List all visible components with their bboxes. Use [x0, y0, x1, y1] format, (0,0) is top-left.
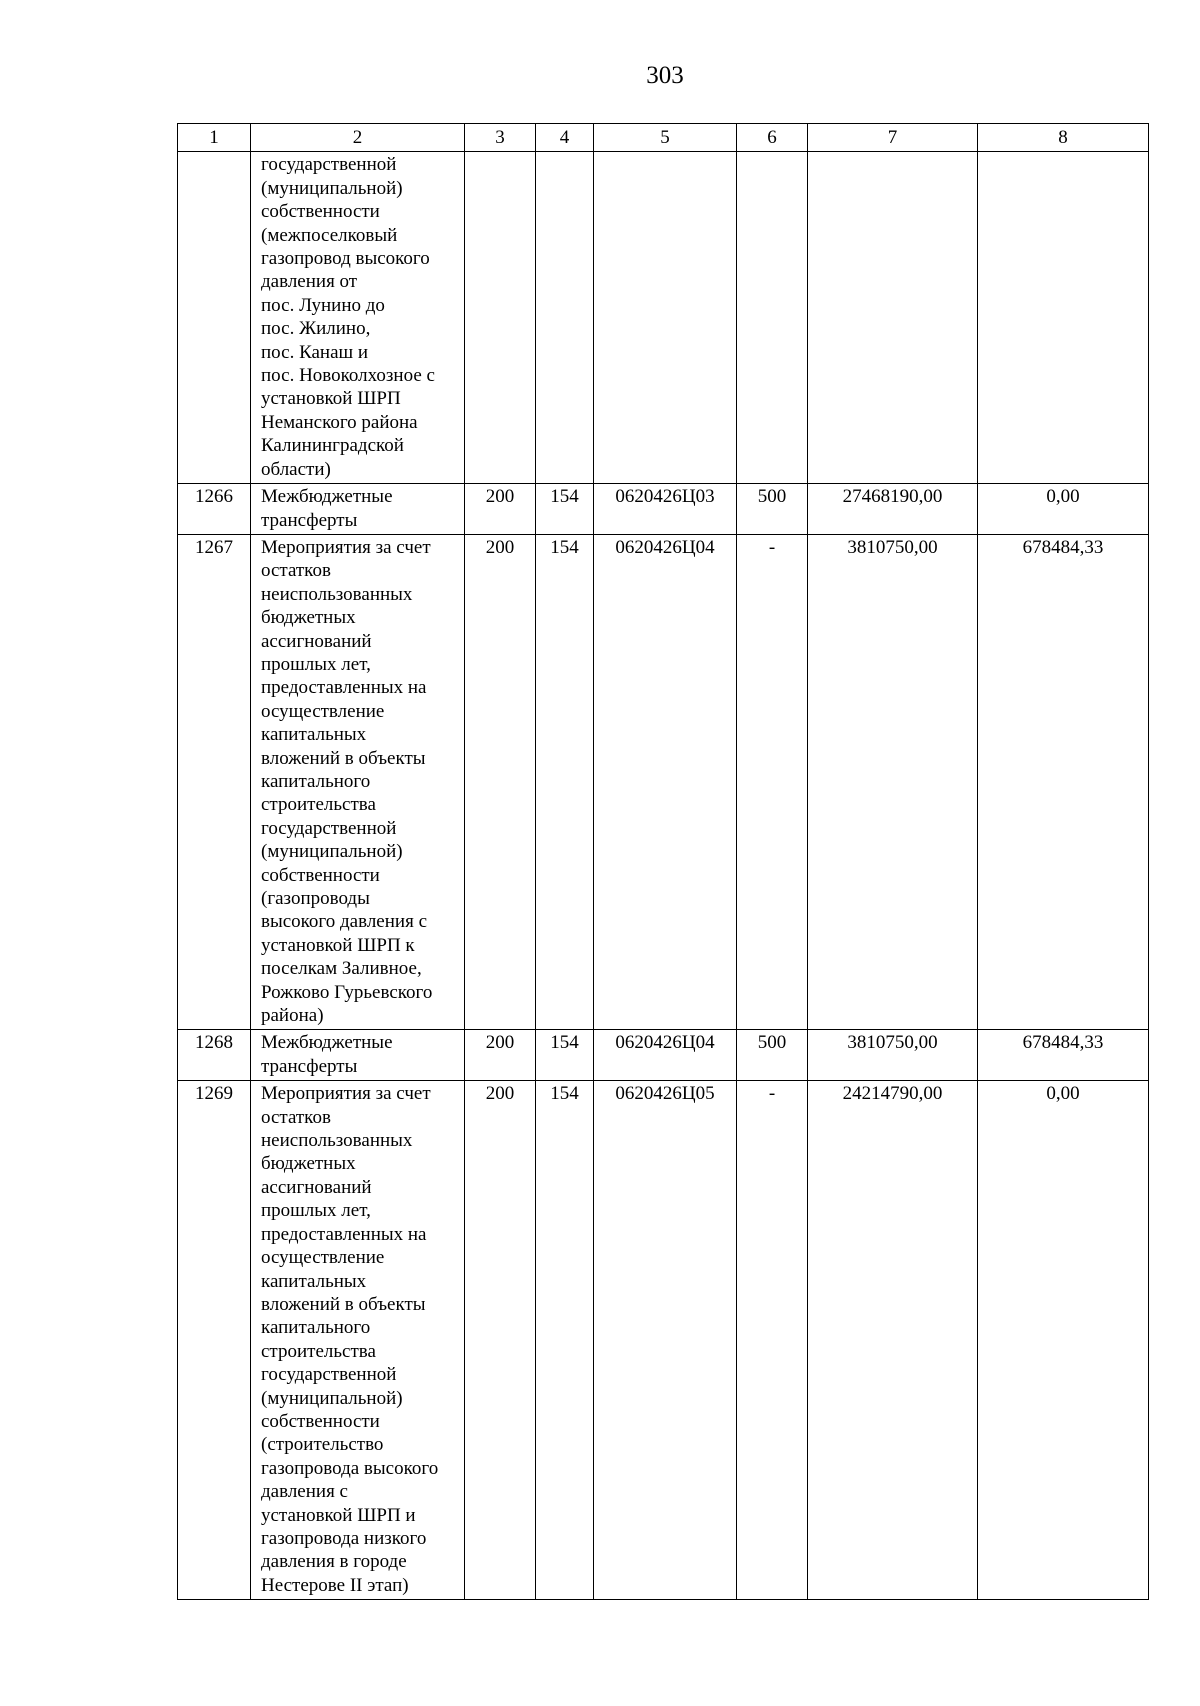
column-header-8: 8 [978, 124, 1149, 152]
row-number: 1267 [178, 534, 251, 1030]
cell-amount-7 [808, 152, 978, 484]
cell-amount-7: 27468190,00 [808, 484, 978, 535]
cell-col3: 200 [465, 534, 536, 1030]
column-header-2: 2 [251, 124, 465, 152]
cell-col4: 154 [536, 534, 594, 1030]
cell-amount-7: 3810750,00 [808, 534, 978, 1030]
cell-amount-8: 0,00 [978, 484, 1149, 535]
cell-col4: 154 [536, 1030, 594, 1081]
row-number: 1269 [178, 1081, 251, 1600]
cell-amount-8: 678484,33 [978, 534, 1149, 1030]
cell-col4 [536, 152, 594, 484]
table-row [178, 1030, 1149, 1081]
table-row [178, 152, 1149, 484]
cell-expense-type: 500 [737, 1030, 808, 1081]
cell-target-code [594, 152, 737, 484]
row-number: 1268 [178, 1030, 251, 1081]
row-description: Межбюджетные трансферты [251, 1030, 465, 1081]
cell-expense-type: - [737, 1081, 808, 1600]
cell-col4: 154 [536, 484, 594, 535]
cell-target-code: 0620426Ц03 [594, 484, 737, 535]
row-number: 1266 [178, 484, 251, 535]
cell-target-code: 0620426Ц05 [594, 1081, 737, 1600]
cell-expense-type: - [737, 534, 808, 1030]
cell-expense-type [737, 152, 808, 484]
table-row [178, 534, 1149, 1030]
cell-col4: 154 [536, 1081, 594, 1600]
column-header-1: 1 [178, 124, 251, 152]
cell-target-code: 0620426Ц04 [594, 1030, 737, 1081]
cell-col3: 200 [465, 1030, 536, 1081]
row-description: Межбюджетные трансферты [251, 484, 465, 535]
cell-expense-type: 500 [737, 484, 808, 535]
cell-target-code: 0620426Ц04 [594, 534, 737, 1030]
cell-col3: 200 [465, 1081, 536, 1600]
row-number [178, 152, 251, 484]
row-description: Мероприятия за счет остатков неиспользованных бюджетных ассигнований прошлых лет, предоставленных на осуществление капитальных вложений в объекты капитального строительства государственной (муниципальной) собственности (строительство газопровода высокого давления с установкой ШРП и газопровода низкого давления в городе Нестерове II этап) [251, 1081, 465, 1600]
column-header-5: 5 [594, 124, 737, 152]
cell-col3: 200 [465, 484, 536, 535]
column-header-3: 3 [465, 124, 536, 152]
cell-col3 [465, 152, 536, 484]
cell-amount-8: 678484,33 [978, 1030, 1149, 1081]
cell-amount-7: 3810750,00 [808, 1030, 978, 1081]
column-header-6: 6 [737, 124, 808, 152]
column-header-4: 4 [536, 124, 594, 152]
page-number: 303 [646, 62, 684, 89]
row-description: Мероприятия за счет остатков неиспользованных бюджетных ассигнований прошлых лет, предоставленных на осуществление капитальных вложений в объекты капитального строительства государственной (муниципальной) собственности (газопроводы высокого давления с установкой ШРП к поселкам Заливное, Рожково Гурьевского района) [251, 534, 465, 1030]
table-row [178, 484, 1149, 535]
column-header-7: 7 [808, 124, 978, 152]
cell-amount-8: 0,00 [978, 1081, 1149, 1600]
row-description: государственной (муниципальной) собственности (межпоселковый газопровод высокого давления от пос. Лунино до пос. Жилино, пос. Канаш и пос. Новоколхозное с установкой ШРП Неманского района Калининградской области) [251, 152, 465, 484]
cell-amount-7: 24214790,00 [808, 1081, 978, 1600]
cell-amount-8 [978, 152, 1149, 484]
table-row [178, 1081, 1149, 1600]
table-header-row [178, 124, 1149, 152]
budget-table [177, 123, 1149, 1600]
